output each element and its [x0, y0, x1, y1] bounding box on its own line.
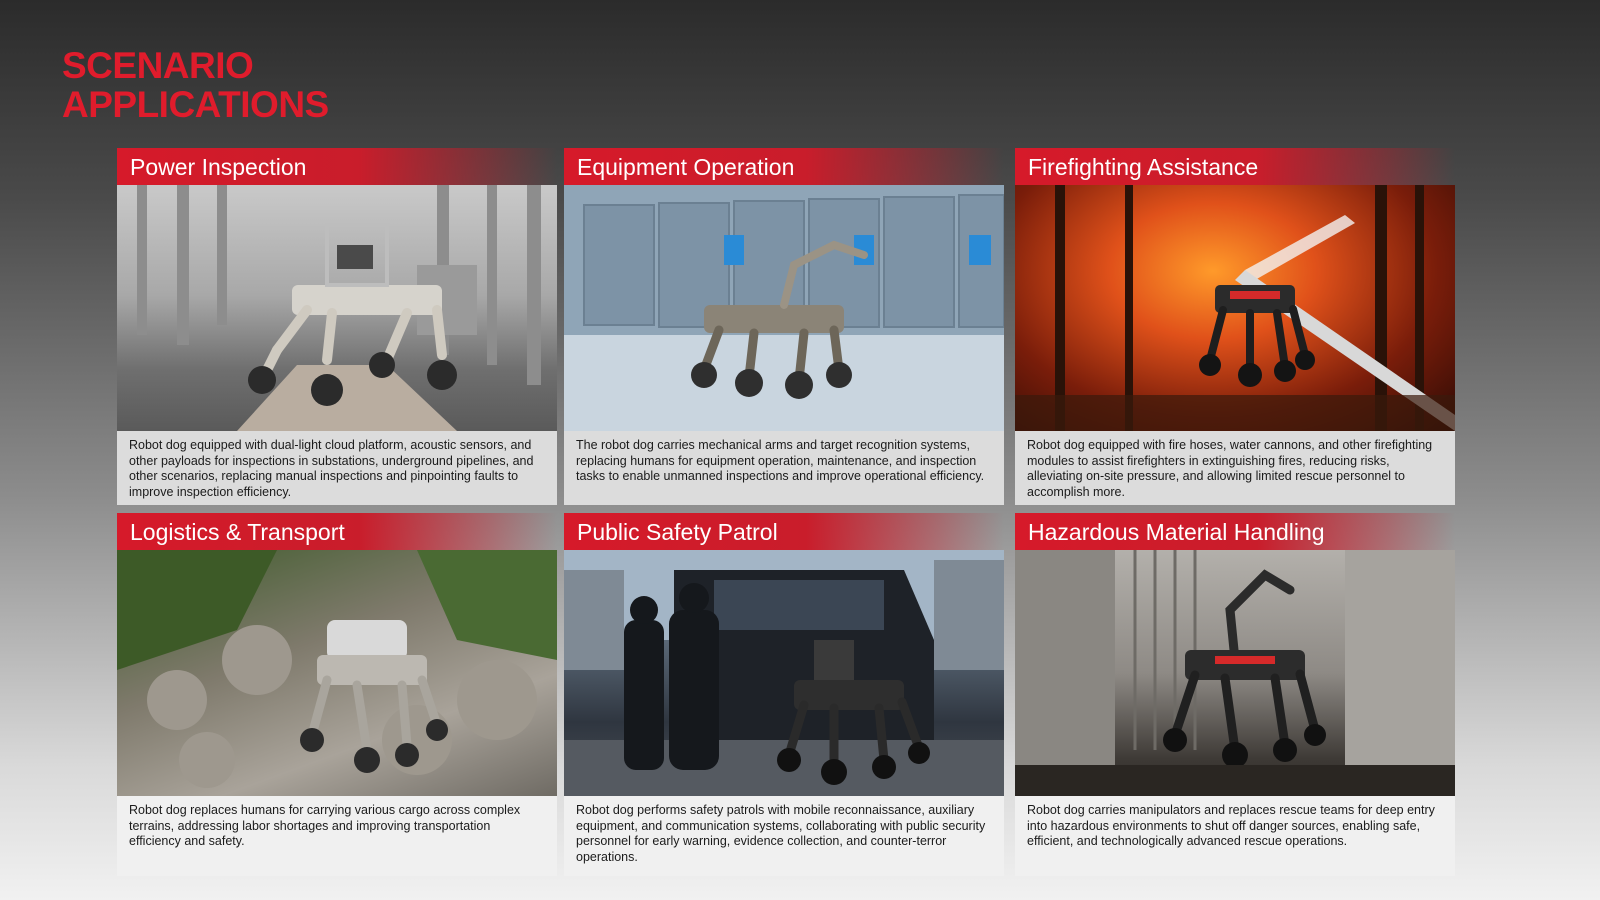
- card-description: The robot dog carries mechanical arms and target recognition systems, replacing humans for equipment operation, maintenance, and inspection tasks to enable unmanned inspections and improve operational efficiency.: [564, 431, 1004, 505]
- card-description: Robot dog equipped with dual-light cloud platform, acoustic sensors, and other payloads for inspections in substations, underground pipelines, and other scenarios, replacing manual inspections and pinpointing faults to improve inspection efficiency.: [117, 431, 557, 505]
- card-public-safety-patrol: [564, 513, 1004, 876]
- card-title: Public Safety Patrol: [577, 519, 778, 545]
- card-header: [117, 513, 557, 550]
- card-header: [564, 513, 1004, 550]
- card-equipment-operation: [564, 148, 1004, 505]
- page-title: SCENARIO APPLICATIONS: [62, 45, 329, 125]
- photo-illustration: [1015, 185, 1455, 431]
- card-power-inspection: [117, 148, 557, 505]
- card-title: Logistics & Transport: [130, 519, 345, 545]
- card-header: [1015, 513, 1455, 550]
- card-description: Robot dog equipped with fire hoses, water cannons, and other firefighting modules to assist firefighters in extinguishing fires, reducing risks, alleviating on-site pressure, and allowing limited rescue personnel to accomplish more.: [1015, 431, 1455, 505]
- card-firefighting-assistance: [1015, 148, 1455, 505]
- photo-illustration: [117, 185, 557, 431]
- card-header: [564, 148, 1004, 185]
- card-title: Power Inspection: [130, 154, 307, 180]
- card-title: Hazardous Material Handling: [1028, 519, 1325, 545]
- robot-dog-firefighting-photo: [1015, 185, 1455, 431]
- robot-dog-substation-photo: [117, 185, 557, 431]
- photo-illustration: [117, 550, 557, 796]
- robot-dog-police-patrol-photo: [564, 550, 1004, 796]
- card-description: Robot dog performs safety patrols with mobile reconnaissance, auxiliary equipment, and communication systems, collaborating with public security personnel for early warning, evidence collection, and counter-terror operations.: [564, 796, 1004, 876]
- photo-illustration: [564, 185, 1004, 431]
- card-header: [1015, 148, 1455, 185]
- card-title: Firefighting Assistance: [1028, 154, 1259, 180]
- card-description: Robot dog replaces humans for carrying various cargo across complex terrains, addressing labor shortages and improving transportation efficiency and safety.: [117, 796, 557, 876]
- robot-dog-rubble-cargo-photo: [117, 550, 557, 796]
- robot-dog-control-room-photo: [564, 185, 1004, 431]
- card-header: [117, 148, 557, 185]
- robot-dog-hazard-manipulator-photo: [1015, 550, 1455, 796]
- card-title: Equipment Operation: [577, 154, 795, 180]
- photo-illustration: [1015, 550, 1455, 796]
- photo-illustration: [564, 550, 1004, 796]
- card-logistics-transport: [117, 513, 557, 876]
- card-description: Robot dog carries manipulators and replaces rescue teams for deep entry into hazardous environments to shut off danger sources, enabling safe, efficient, and technologically advanced rescue operations.: [1015, 796, 1455, 876]
- card-hazardous-material-handling: [1015, 513, 1455, 876]
